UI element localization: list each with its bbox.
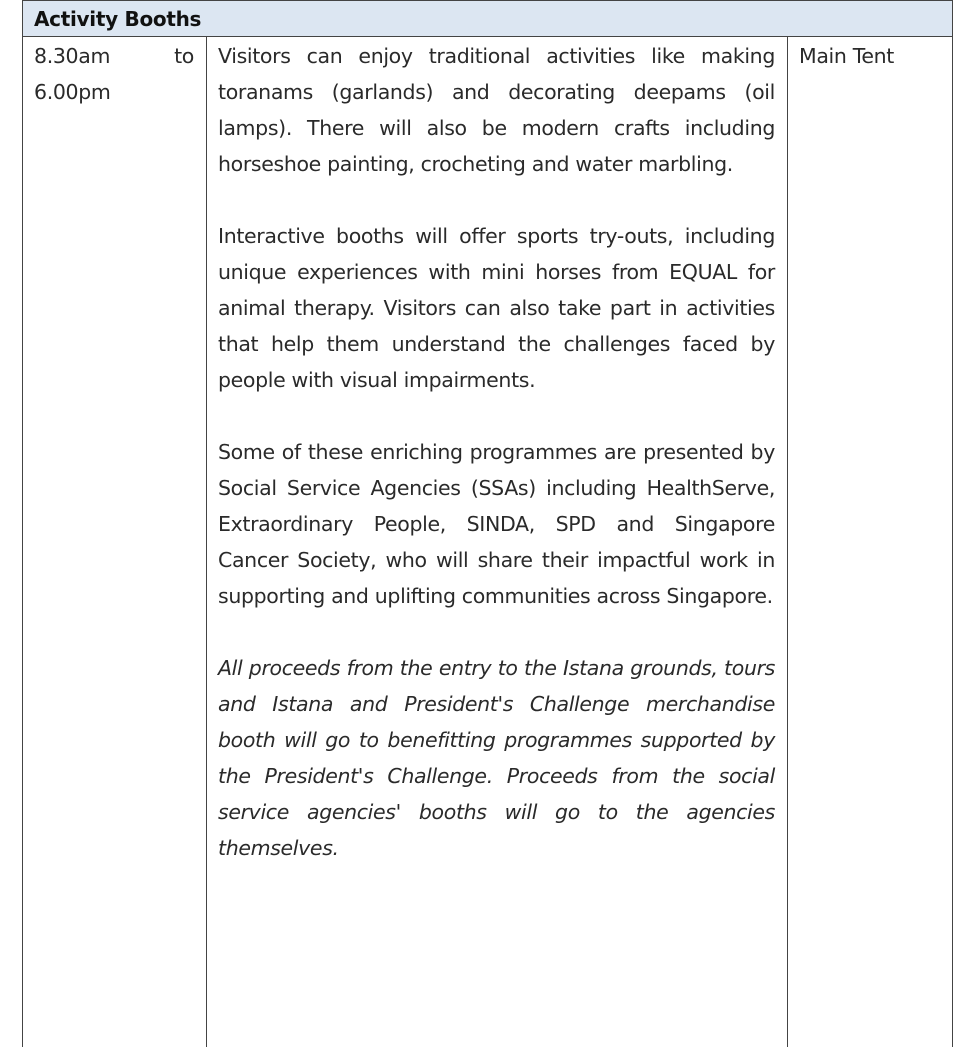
section-header [23,0,952,37]
section-title: Activity Booths [34,7,202,31]
venue-cell: Main Tent [799,44,894,68]
description-paragraph: Some of these enriching programmes are presented by Social Service Agencies (SSAs) including HealthServe, Extraordinary People, SINDA, SPD and Singapore Cancer Society, who will share their impactful work in supporting and uplifting communities across Singapore. [218,440,775,608]
time-cell: 8.30am to 6.00pm [34,44,194,104]
description-cell [218,38,775,866]
proceeds-note: All proceeds from the entry to the Istana grounds, tours and Istana and President's Challenge merchandise booth will go to benefitting programmes supported by the President's Challenge. Proceeds from the social service agencies' booths will go to the agencies themselves. [218,656,775,860]
schedule-table [22,0,953,1047]
column-divider [206,37,207,1047]
column-divider [787,37,788,1047]
description-paragraph: Interactive booths will offer sports try-outs, including unique experiences with mini horses from EQUAL for animal therapy. Visitors can also take part in activities that help them understand the challenges faced by people with visual impairments. [218,224,775,392]
description-paragraph: Visitors can enjoy traditional activities like making toranams (garlands) and decorating deepams (oil lamps). There will also be modern crafts including horseshoe painting, crocheting and water marbling. [218,44,775,176]
